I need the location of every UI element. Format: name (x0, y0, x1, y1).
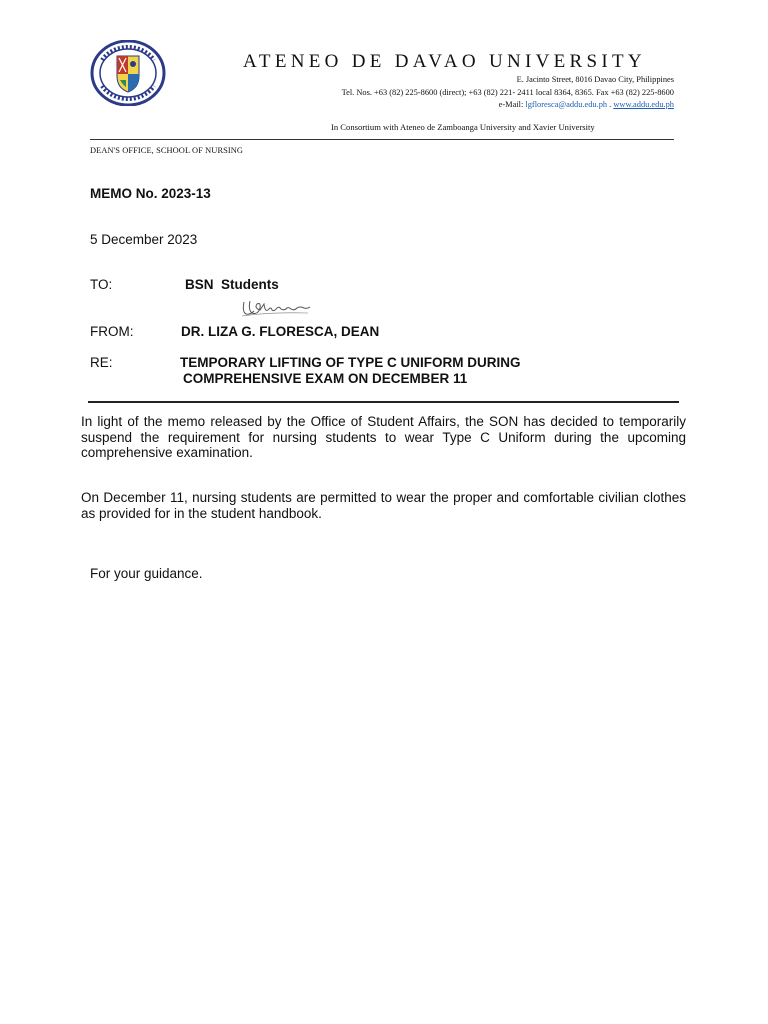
body-paragraph-1: In light of the memo released by the Office of Student Affairs, the SON has decided to temporarily suspend the requirement for nursing students to wear Type C Uniform during the upcoming comprehensive examination. (81, 414, 686, 460)
university-name: ATENEO DE DAVAO UNIVERSITY (243, 51, 646, 72)
address-line: E. Jacinto Street, 8016 Davao City, Philippines (516, 75, 674, 84)
subject-line-1: TEMPORARY LIFTING OF TYPE C UNIFORM DURING (180, 355, 521, 370)
email-separator: . (609, 100, 612, 109)
from-value: DR. LIZA G. FLORESCA, DEAN (181, 324, 380, 339)
header-divider (90, 139, 674, 140)
email-link[interactable]: lgfloresca@addu.edu.ph (525, 100, 608, 109)
subject (180, 355, 521, 386)
from-label: FROM: (90, 324, 134, 339)
memo-number: MEMO No. 2023-13 (90, 186, 211, 201)
memo-divider (88, 401, 679, 403)
body-paragraph-2: On December 11, nursing students are permitted to wear the proper and comfortable civilian clothes as provided for in the student handbook. (81, 490, 686, 521)
office-name: DEAN'S OFFICE, SCHOOL OF NURSING (90, 146, 244, 155)
email-line (342, 99, 674, 112)
contact-block (342, 74, 674, 112)
to-label: TO: (90, 277, 113, 292)
phone-line: Tel. Nos. +63 (82) 225-8600 (direct); +63 (82) 221- 2411 local 8364, 8365. Fax +63 (82) 225-8600 (341, 87, 674, 97)
closing-line: For your guidance. (90, 566, 203, 581)
memo-date: 5 December 2023 (90, 232, 198, 247)
university-seal-logo (90, 40, 166, 106)
consortium-note: In Consortium with Ateneo de Zamboanga University and Xavier University (331, 122, 595, 132)
email-label: e-Mail: (498, 100, 524, 109)
to-value: BSN Students (185, 277, 279, 292)
subject-line-2: COMPREHENSIVE EXAM ON DECEMBER 11 (183, 370, 468, 386)
signature-image (238, 296, 314, 320)
re-label: RE: (90, 355, 113, 370)
website-link[interactable]: www.addu.edu.ph (613, 100, 674, 109)
